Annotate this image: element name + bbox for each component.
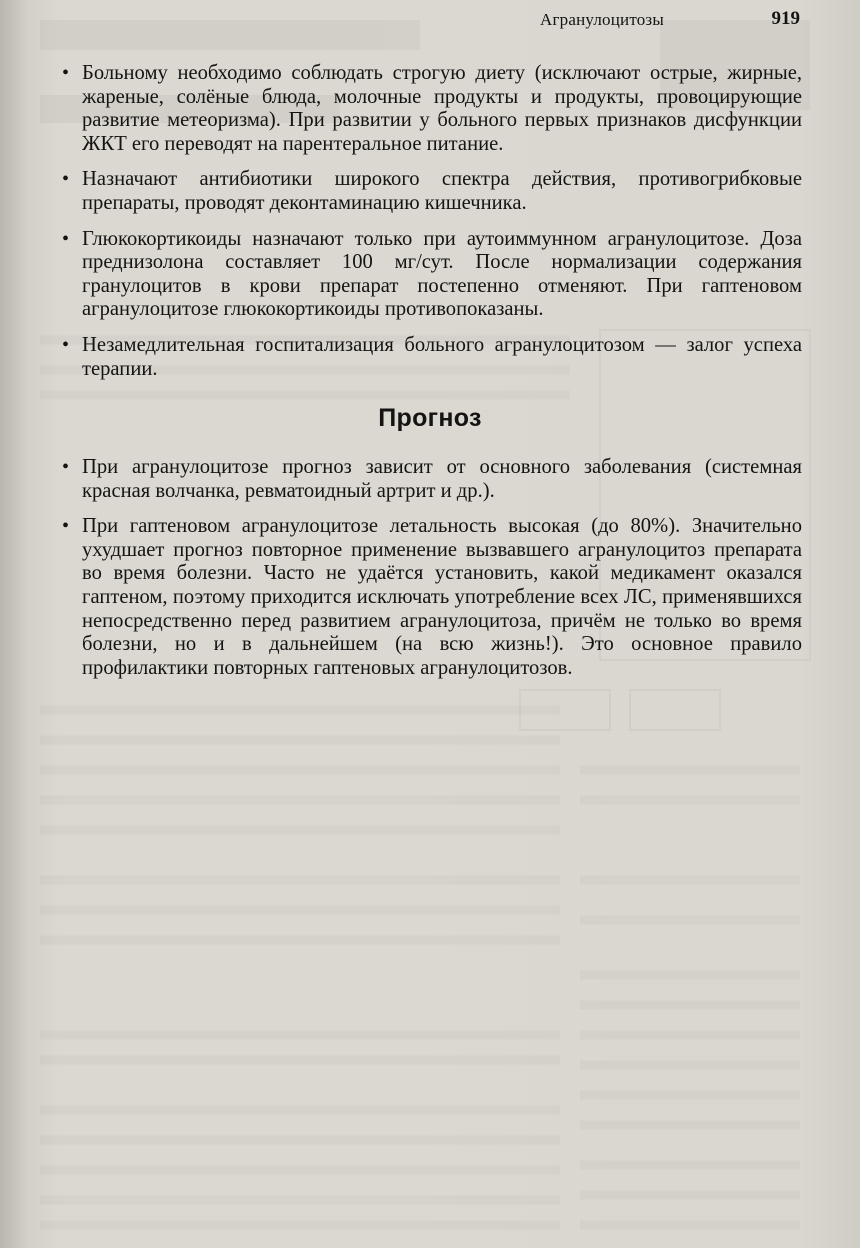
list-item xyxy=(60,62,802,156)
bullet-icon: • xyxy=(62,515,70,538)
list-item xyxy=(60,228,802,322)
bullet-icon: • xyxy=(62,227,70,250)
bullet-icon: • xyxy=(62,168,70,191)
list-item-text: Назначают антибиотики широкого спектра действия, противогрибковые препараты, проводят деконтаминацию кишечника. xyxy=(82,168,802,214)
running-title: Агранулоцитозы xyxy=(540,10,664,29)
page-number: 919 xyxy=(771,8,800,29)
list-item xyxy=(60,515,802,680)
list-item-text: При гаптеновом агранулоцитозе летальность высокая (до 80%). Значительно ухудшает прогноз повторное применение вызвавшего агранулоцитоз препарата во время болезни. Часто не удаётся установить, какой медикамент оказался гаптеном, поэтому приходится исключать употребление всех ЛС, применявшихся непосредственно перед развитием агранулоцитоза, причём не только во время болезни, но и в дальнейшем (на всю жизнь!). Это основное правило профилактики повторных гаптеновых агранулоцитозов. xyxy=(82,515,802,679)
list-item xyxy=(60,168,802,215)
prognosis-bullet-list xyxy=(60,456,802,692)
list-item-text: Незамедлительная госпитализация больного агранулоцитозом — залог успеха терапии. xyxy=(82,333,802,380)
list-item-text: Больному необходимо соблюдать строгую диету (исключают острые, жирные, жареные, солёные блюда, молочные продукты и продукты, провоцирующие развитие метеоризма). При развитии у больного первых признаков дисфункции ЖКТ его переводят на парентеральное питание. xyxy=(82,62,802,155)
page-header xyxy=(540,8,800,32)
bullet-icon: • xyxy=(62,456,70,478)
treatment-bullet-list xyxy=(60,62,802,393)
bullet-icon: • xyxy=(62,62,70,84)
list-item-text: При агранулоцитозе прогноз зависит от основного заболевания (системная красная волчанка, ревматоидный артрит и др.). xyxy=(82,456,802,502)
bullet-icon: • xyxy=(62,333,70,356)
section-heading-prognosis: Прогноз xyxy=(378,404,482,432)
list-item-text: Глюкокортикоиды назначают только при аутоиммунном агранулоцитозе. Доза преднизолона составляет 100 мг/сут. После нормализации содержания гранулоцитов в крови препарат постепенно отменяют. При гаптеновом агранулоцитозе глюкокортикоиды противопоказаны. xyxy=(82,227,802,321)
list-item xyxy=(60,456,802,503)
list-item xyxy=(60,334,802,381)
